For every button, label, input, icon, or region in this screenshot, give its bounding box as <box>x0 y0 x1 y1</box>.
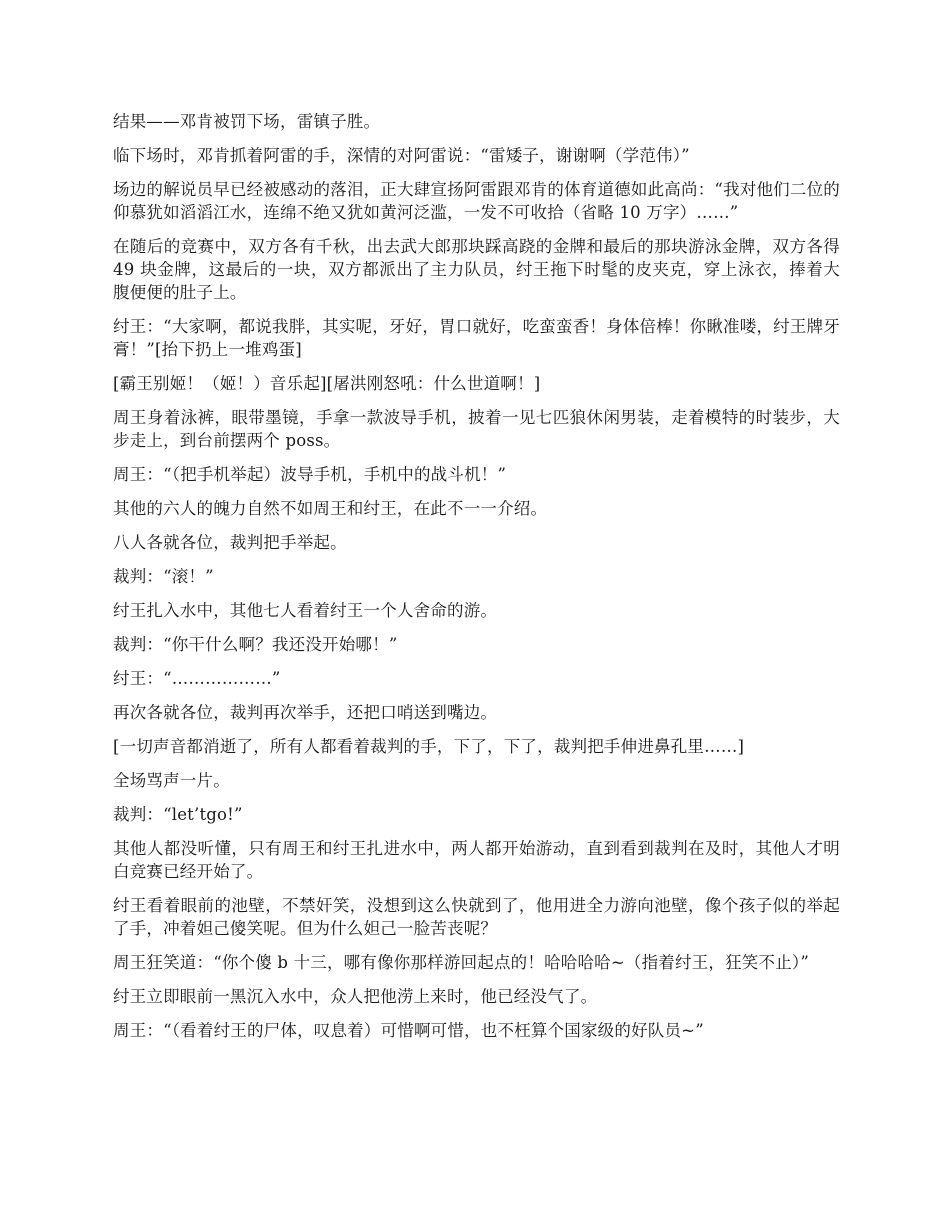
paragraph: 纣王扎入水中，其他七人看着纣王一个人舍命的游。 <box>113 601 498 620</box>
paragraph: [霸王别姬！（姬！）音乐起][屠洪刚怒吼：什么世道啊！] <box>113 374 541 393</box>
paragraph: 纣王：“大家啊，都说我胖，其实呢，牙好，胃口就好，吃蛮蛮香！身体倍棒！你瞅准喽，纣王牌牙膏！”[抬下扔上一堆鸡蛋] <box>113 317 840 359</box>
paragraph: 再次各就各位，裁判再次举手，还把口哨送到嘴边。 <box>113 703 498 722</box>
paragraph: 周王狂笑道：“你个傻 b 十三，哪有像你那样游回起点的！哈哈哈哈~（指着纣王，狂笑不止）” <box>113 953 809 972</box>
paragraph: 全场骂声一片。 <box>113 771 230 790</box>
paragraph: 其他的六人的魄力自然不如周王和纣王，在此不一一介绍。 <box>113 499 548 518</box>
paragraph: 纣王立即眼前一黑沉入水中，众人把他涝上来时，他已经没气了。 <box>113 987 598 1006</box>
paragraph: 裁判：“let’tgo!” <box>113 805 243 824</box>
paragraph: [一切声音都消逝了，所有人都看着裁判的手，下了，下了，裁判把手伸进鼻孔里……] <box>113 737 745 756</box>
paragraph: 在随后的竞赛中，双方各有千秋，出去武大郎那块踩高跷的金牌和最后的那块游泳金牌，双方各得 49 块金牌，这最后的一块，双方都派出了主力队员，纣王拖下时髦的皮夹克，穿上泳衣，捧着大腹便便的肚子上。 <box>113 237 840 302</box>
paragraph: 周王：“（把手机举起）波导手机，手机中的战斗机！” <box>113 465 507 484</box>
paragraph: 周王：“（看着纣王的尸体，叹息着）可惜啊可惜，也不枉算个国家级的好队员~” <box>113 1021 704 1040</box>
paragraph: 裁判：“你干什么啊？我还没开始哪！” <box>113 635 398 654</box>
paragraph: 八人各就各位，裁判把手举起。 <box>113 533 347 552</box>
paragraph: 场边的解说员早已经被感动的落泪，正大肆宣扬阿雷跟邓肯的体育道德如此高尚：“我对他们二位的仰慕犹如滔滔江水，连绵不绝又犹如黄河泛滥，一发不可收拾（省略 10 万字）……” <box>113 180 840 222</box>
paragraph: 纣王看着眼前的池壁，不禁奸笑，没想到这么快就到了，他用进全力游向池壁，像个孩子似的举起了手，冲着妲己傻笑呢。但为什么妲己一脸苦丧呢？ <box>113 896 840 938</box>
paragraph: 其他人都没听懂，只有周王和纣王扎进水中，两人都开始游动，直到看到裁判在及时，其他人才明白竞赛已经开始了。 <box>113 839 840 881</box>
document-body <box>113 110 840 1053</box>
paragraph: 结果——邓肯被罚下场，雷镇子胜。 <box>113 112 381 131</box>
paragraph: 周王身着泳裤，眼带墨镜，手拿一款波导手机，披着一见七匹狼休闲男装，走着模特的时装步，大步走上，到台前摆两个 poss。 <box>113 408 840 450</box>
paragraph: 纣王：“………………” <box>113 669 281 688</box>
paragraph: 裁判：“滚！” <box>113 567 214 586</box>
paragraph: 临下场时，邓肯抓着阿雷的手，深情的对阿雷说：“雷矮子，谢谢啊（学范伟）” <box>113 146 690 165</box>
